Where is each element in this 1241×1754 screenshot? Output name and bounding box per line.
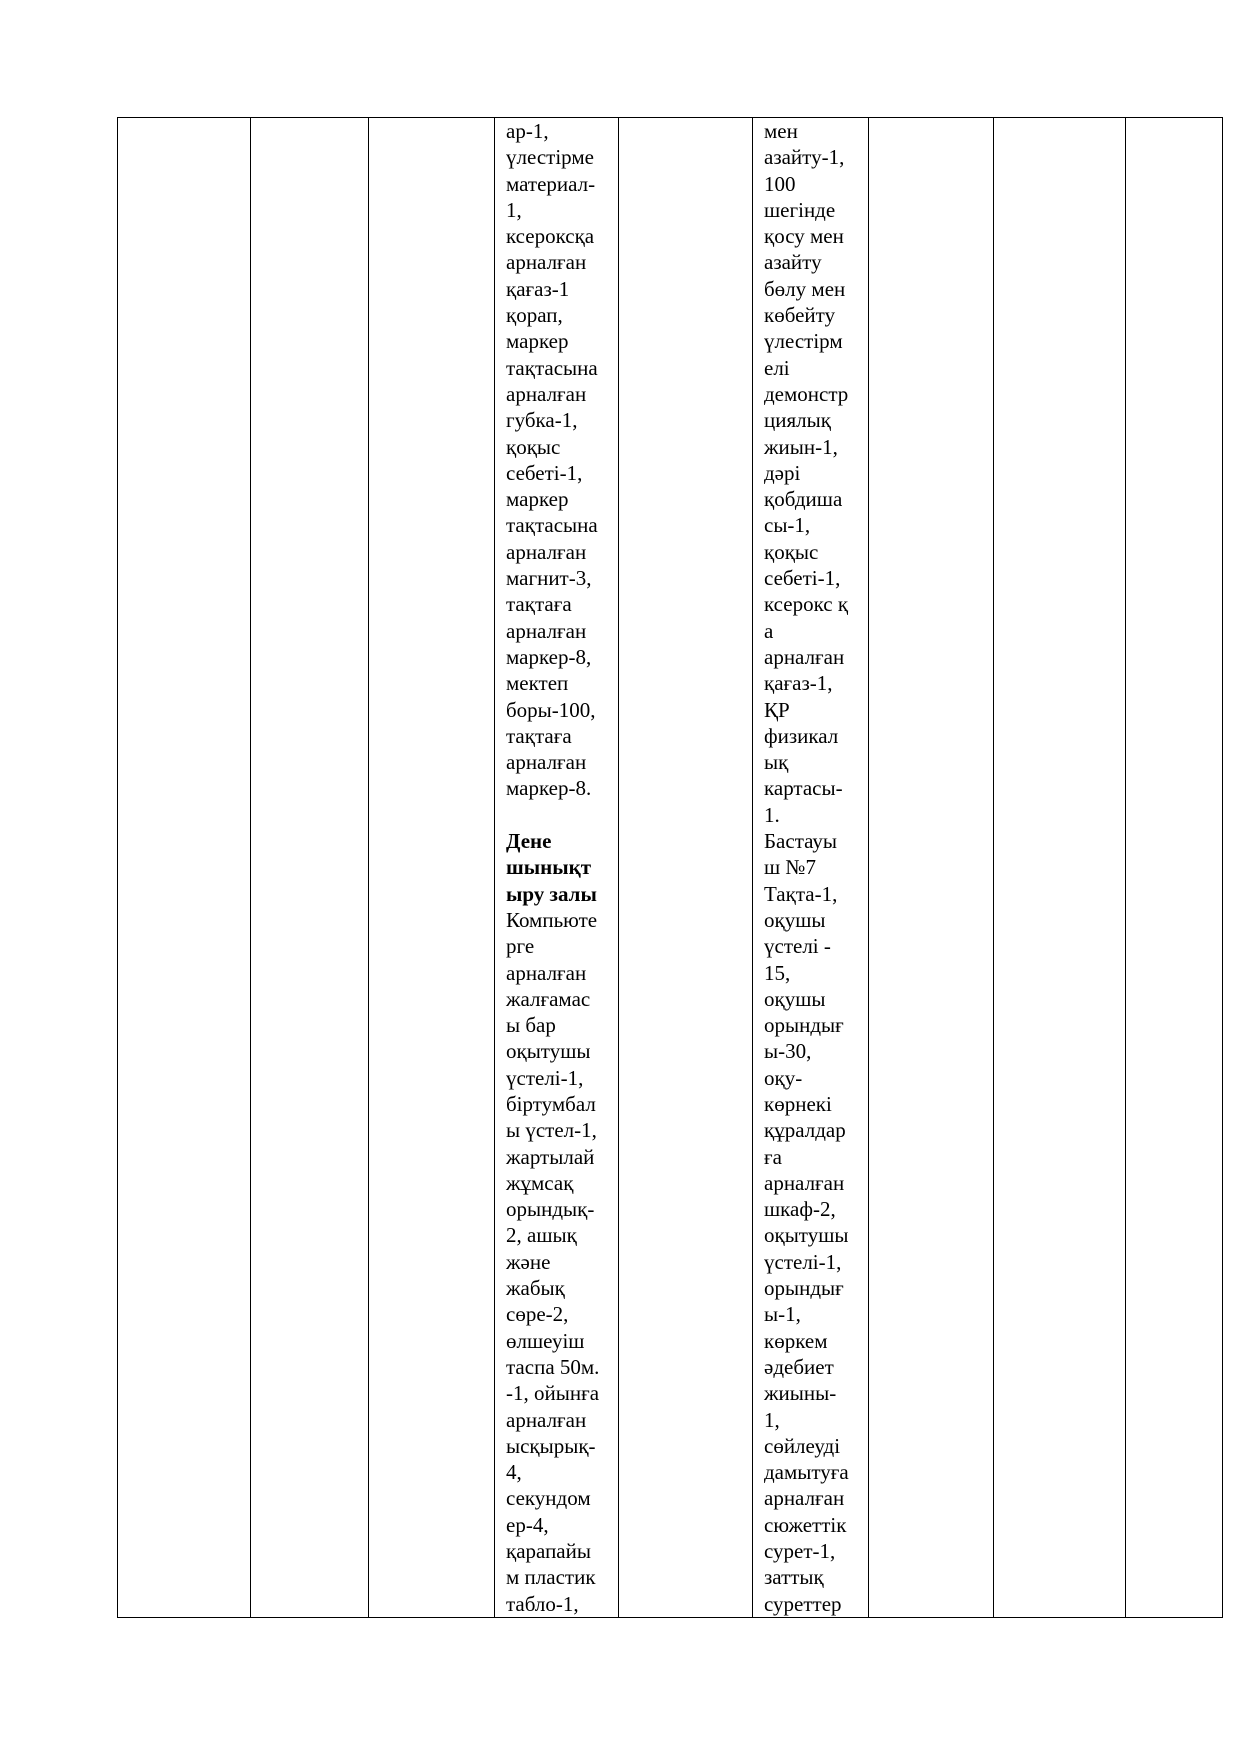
cell-text-line: үстелі-1, <box>764 1249 842 1274</box>
cell-text-line: жиын-1, <box>764 434 838 459</box>
cell-text-line: үлестірм <box>764 329 843 354</box>
cell-text-line: арналған <box>764 1170 845 1195</box>
cell-text-line: ксероксқа <box>506 224 595 249</box>
cell-text-line: оқушы <box>764 986 826 1011</box>
cell-text-line: м пластик <box>506 1565 596 1590</box>
cell-text-line: дәрі <box>764 460 801 485</box>
cell-text-line: құралдар <box>764 1118 846 1143</box>
cell-text-line: арналған <box>764 1486 845 1511</box>
cell-text-line: ыру залы <box>506 881 597 906</box>
cell-text-line: қағаз-1 <box>506 276 570 301</box>
cell-text-line: ы-30, <box>764 1039 812 1064</box>
cell-text-line: сы-1, <box>764 513 811 538</box>
cell-text-line <box>506 802 618 828</box>
cell-text-line: себеті-1, <box>506 460 583 485</box>
cell-text-line: қарапайы <box>506 1539 591 1564</box>
cell-text-line: елі <box>764 355 790 380</box>
cell-text-line: арналған <box>506 381 587 406</box>
cell-text-line: ы-1, <box>764 1302 801 1327</box>
cell-text-line: ық <box>764 750 789 775</box>
cell-text-line: ҚР <box>764 697 790 722</box>
cell-text-line: шкаф-2, <box>764 1197 836 1222</box>
cell-text-line: көрнекі <box>764 1091 832 1116</box>
cell-text-line: суреттер <box>764 1591 842 1616</box>
cell-text-line: көбейту <box>764 303 836 328</box>
cell-text-line: орындығ <box>764 1276 844 1301</box>
cell-text-line: бөлу мен <box>764 276 846 301</box>
table-cell-8 <box>994 118 1126 1618</box>
cell-text-line: картасы- <box>764 776 843 801</box>
cell-text-line: тақтасына <box>506 513 598 538</box>
cell-text-line: үстелі - <box>764 934 831 959</box>
cell-text-line: мектеп <box>506 671 569 696</box>
cell-text-line: қосу мен <box>764 224 844 249</box>
cell-text-line: шегінде <box>764 197 836 222</box>
cell-text-line: жартылай <box>506 1144 595 1169</box>
cell-text-line: қоқыс <box>506 434 561 459</box>
cell-text-line: азайту-1, <box>764 145 845 170</box>
cell-text-line: 1. <box>764 802 780 827</box>
cell-text-line: ксерокс қ <box>764 592 849 617</box>
table-row <box>118 118 1223 1618</box>
cell-text-line: дамытуға <box>764 1460 849 1485</box>
cell-text-line: ер-4, <box>506 1512 549 1537</box>
table-cell-6 <box>753 118 869 1618</box>
cell-text-line: үстелі-1, <box>506 1065 584 1090</box>
cell-text-line: оқушы <box>764 907 826 932</box>
cell-text-line: біртумбал <box>506 1091 596 1116</box>
cell-text-line: орындығ <box>764 1013 844 1038</box>
cell-text-line: тақтаға <box>506 723 572 748</box>
cell-text-line: мен <box>764 119 798 143</box>
cell-text-line: қоқыс <box>764 539 819 564</box>
cell-text-line: қағаз-1, <box>764 671 833 696</box>
cell-text-line: маркер <box>506 329 569 354</box>
cell-text-line: сурет-1, <box>764 1539 836 1564</box>
cell-text-line: 4, <box>506 1460 522 1485</box>
cell-text-line: материал- <box>506 171 596 196</box>
table-cell-5 <box>619 118 753 1618</box>
cell-text-line: -1, ойынға <box>506 1381 600 1406</box>
cell-text-line: себеті-1, <box>764 566 841 591</box>
cell-text-line: арналған <box>506 960 587 985</box>
cell-text-line: және <box>506 1249 551 1274</box>
cell-text-line: 15, <box>764 960 791 985</box>
cell-text-line: 2, ашық <box>506 1223 577 1248</box>
cell-text-line: циялық <box>764 408 831 433</box>
cell-text-line: ға <box>764 1144 782 1169</box>
cell-text-line: маркер-8, <box>506 644 592 669</box>
table-cell-7 <box>869 118 994 1618</box>
cell-text-line: сөре-2, <box>506 1302 569 1327</box>
cell-text-line: өлшеуіш <box>506 1328 585 1353</box>
cell-text-line: Компьюте <box>506 907 598 932</box>
cell-text-line: арналған <box>506 750 587 775</box>
cell-text-line: тақтаға <box>506 592 572 617</box>
cell-text-line: 1, <box>506 197 522 222</box>
cell-text-line: үлестірме <box>506 145 594 170</box>
cell-text-line: арналған <box>506 539 587 564</box>
cell-text-line: қобдиша <box>764 487 843 512</box>
cell-text-line: Бастауы <box>764 829 837 854</box>
cell-text-line: табло-1, <box>506 1591 579 1616</box>
cell-text-line: заттық <box>764 1565 824 1590</box>
cell-text-line: губка-1, <box>506 408 578 433</box>
cell-text-line: Дене <box>506 829 552 854</box>
cell-text-line: қорап, <box>506 303 563 328</box>
cell-text-line: 100 <box>764 171 796 196</box>
cell-text-line: жабық <box>506 1276 565 1301</box>
cell-text-line: арналған <box>506 250 587 275</box>
cell-text-line: әдебиет <box>764 1354 834 1379</box>
equipment-table <box>117 117 1223 1618</box>
cell-text-line: арналған <box>506 1407 587 1432</box>
cell-text-line: арналған <box>764 644 845 669</box>
cell-text-line: жұмсақ <box>506 1170 574 1195</box>
cell-text-line: ы үстел-1, <box>506 1118 597 1143</box>
table-cell-2 <box>251 118 369 1618</box>
cell-text-line: оқытушы <box>506 1039 591 1064</box>
cell-text-line: магнит-3, <box>506 566 592 591</box>
cell-text-line: көркем <box>764 1328 828 1353</box>
cell-text-line: Тақта-1, <box>764 881 838 906</box>
cell-text-line: жалғамас <box>506 986 591 1011</box>
cell-text-line: ш №7 <box>764 855 816 880</box>
cell-text-line: рге <box>506 934 535 959</box>
table-cell-1 <box>118 118 251 1618</box>
cell-text-line: арналған <box>506 618 587 643</box>
cell-text-line: маркер <box>506 487 569 512</box>
table-cell-9 <box>1126 118 1223 1618</box>
cell-text-line: таспа 50м. <box>506 1354 600 1379</box>
cell-text-line: боры-100, <box>506 697 596 722</box>
table-cell-4 <box>495 118 619 1618</box>
cell-text-line: шынықт <box>506 855 592 880</box>
cell-text-line: ар-1, <box>506 119 549 143</box>
cell-text-line: оқытушы <box>764 1223 849 1248</box>
table-cell-3 <box>369 118 495 1618</box>
cell-text-line: сөйлеуді <box>764 1433 841 1458</box>
cell-text-line: а <box>764 618 774 643</box>
cell-text-line: физикал <box>764 723 839 748</box>
cell-text-line: маркер-8. <box>506 776 592 801</box>
cell-text-line: оқу- <box>764 1065 803 1090</box>
cell-text-line: сюжеттік <box>764 1512 847 1537</box>
cell-text-line: ысқырық- <box>506 1433 596 1458</box>
cell-text-line: секундом <box>506 1486 591 1511</box>
cell-text-line: жиыны- <box>764 1381 837 1406</box>
cell-text-line: 1, <box>764 1407 780 1432</box>
cell-text-line: тақтасына <box>506 355 598 380</box>
cell-text-line: азайту <box>764 250 822 275</box>
cell-text-line: ы бар <box>506 1013 556 1038</box>
cell-text-line: демонстр <box>764 381 849 406</box>
cell-text-line: орындық- <box>506 1197 595 1222</box>
